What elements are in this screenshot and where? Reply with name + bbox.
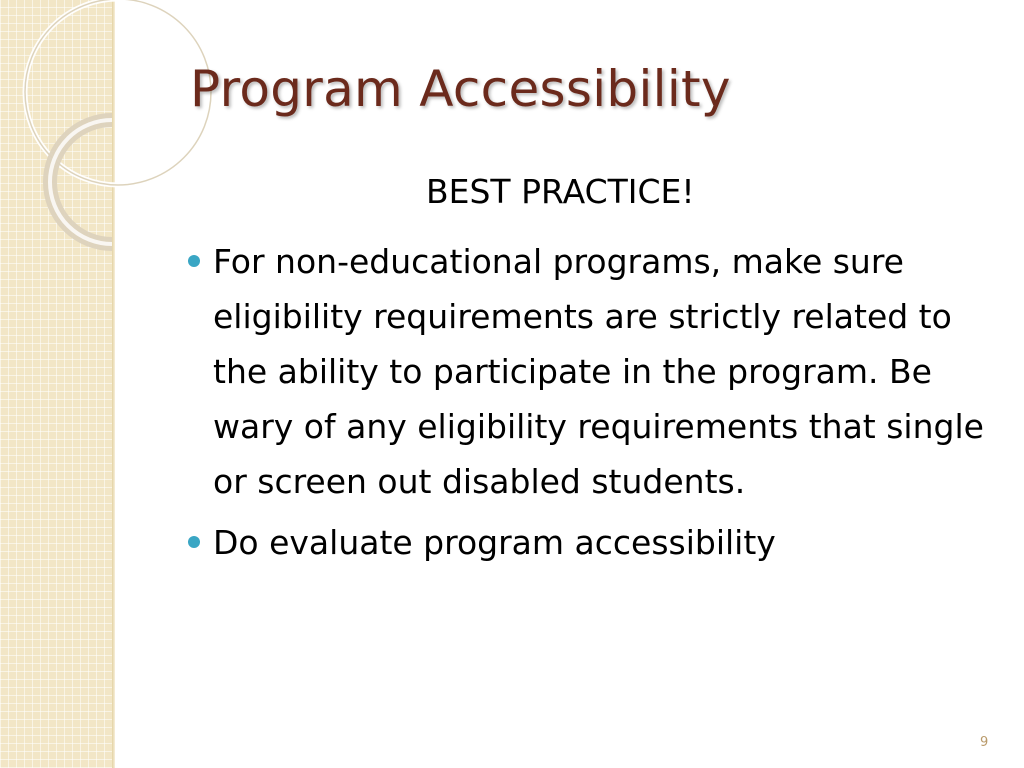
side-band-edge <box>112 0 115 768</box>
decorative-side-band <box>0 0 113 768</box>
page-number: 9 <box>980 735 989 750</box>
bullet-text: For non-educational programs, make sure eligibility requirements are strictly related to the ability to participate in the program. Be wary of any eligibility requirements that single or screen out disabled students. <box>213 242 984 501</box>
bullet-list <box>185 234 990 576</box>
bullet-item <box>185 515 990 570</box>
bullet-text: Do evaluate program accessibility <box>213 523 776 562</box>
bullet-dot-icon <box>188 255 200 267</box>
bullet-item <box>185 234 990 509</box>
best-practice-heading: BEST PRACTICE! <box>426 172 695 211</box>
bullet-dot-icon <box>188 536 200 548</box>
slide-title: Program Accessibility <box>190 60 731 118</box>
